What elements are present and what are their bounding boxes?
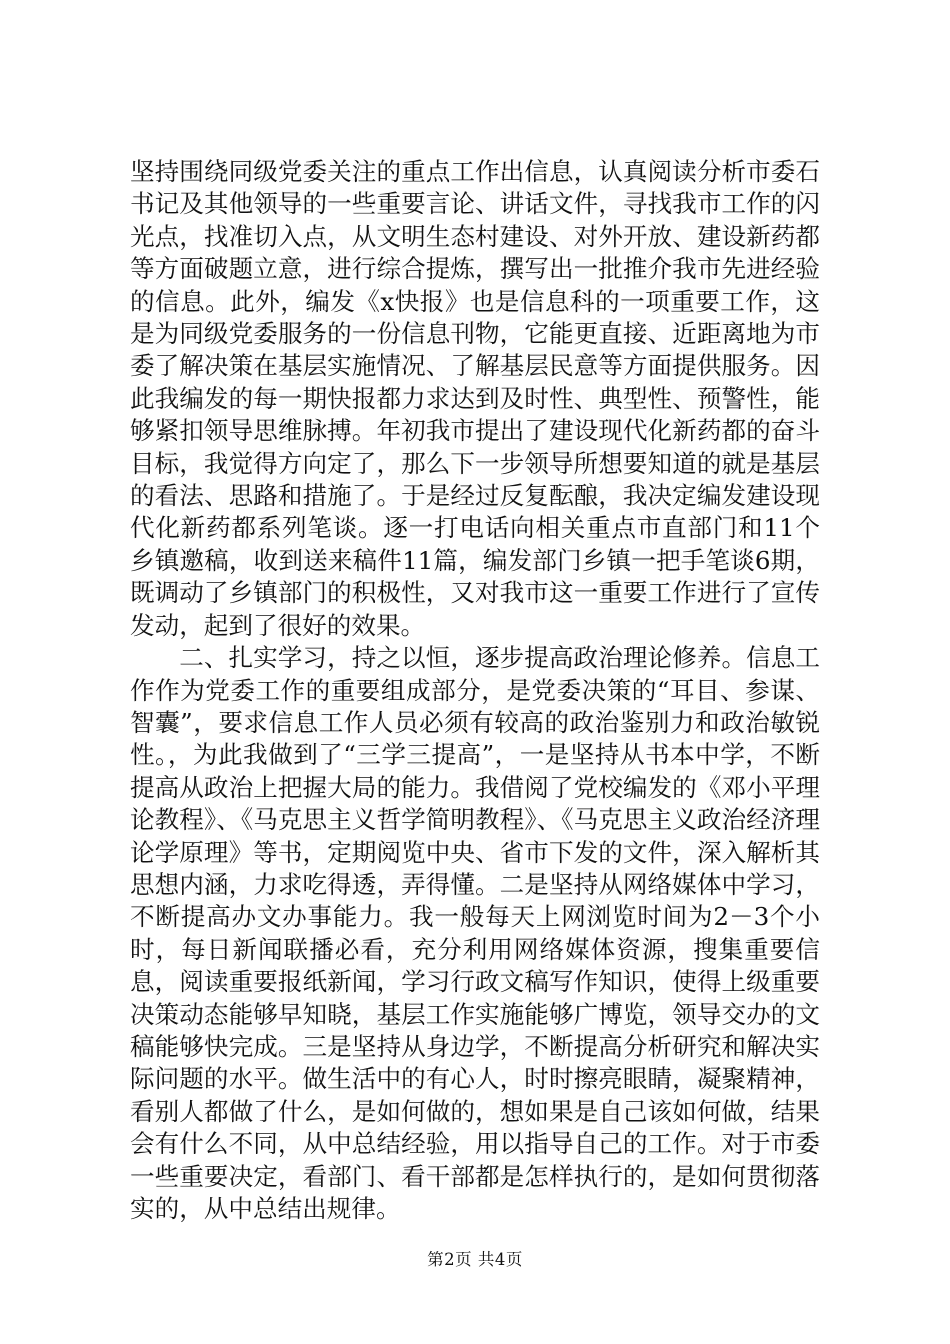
paragraph-1: 坚持围绕同级党委关注的重点工作出信息，认真阅读分析市委石书记及其他领导的一些重要言论、讲话文件，寻找我市工作的闪光点，找准切入点，从文明生态村建设、对外开放、建设新药都等方面破题立意，进行综合提炼，撰写出一批推介我市先进经验的信息。此外，编发《x快报》也是信息科的一项重要工作，这是为同级党委服务的一份信息刊物，它能更直接、近距离地为市委了解决策在基层实施情况、了解基层民意等方面提供服务。因此我编发的每一期快报都力求达到及时性、典型性、预警性，能够紧扣领导思维脉搏。年初我市提出了建设现代化新药都的奋斗目标，我觉得方向定了，那么下一步领导所想要知道的就是基层的看法、思路和措施了。于是经过反复酝酿，我决定编发建设现代化新药都系列笔谈。逐一打电话向相关重点市直部门和11个乡镇邀稿，收到送来稿件11篇，编发部门乡镇一把手笔谈6期，既调动了乡镇部门的积极性，又对我市这一重要工作进行了宣传发动，起到了很好的效果。 <box>130 157 820 640</box>
page-footer: 第2页 共4页 <box>427 1250 523 1269</box>
paragraph-2: 二、扎实学习，持之以恒，逐步提高政治理论修养。信息工作作为党委工作的重要组成部分，是党委决策的“耳目、参谋、智囊”，要求信息工作人员必须有较高的政治鉴别力和政治敏锐性。，为此我做到了“三学三提高”，一是坚持从书本中学，不断提高从政治上把握大局的能力。我借阅了党校编发的《邓小平理论教程》、《马克思主义哲学简明教程》、《马克思主义政治经济理论学原理》等书，定期阅览中央、省市下发的文件，深入解析其思想内涵，力求吃得透，弄得懂。二是坚持从网络媒体中学习，不断提高办文办事能力。我一般每天上网浏览时间为2－3个小时，每日新闻联播必看，充分利用网络媒体资源，搜集重要信息，阅读重要报纸新闻，学习行政文稿写作知识，使得上级重要决策动态能够早知晓，基层工作实施能够广博览，领导交办的文稿能够快完成。三是坚持从身边学，不断提高分析研究和解决实际问题的水平。做生活中的有心人，时时擦亮眼睛，凝聚精神，看别人都做了什么，是如何做的，想如果是自己该如何做，结果会有什么不同，从中总结经验，用以指导自己的工作。对于市委一些重要决定，看部门、看干部都是怎样执行的，是如何贯彻落实的，从中总结出规律。 <box>130 643 820 1223</box>
document-body <box>130 156 820 1225</box>
